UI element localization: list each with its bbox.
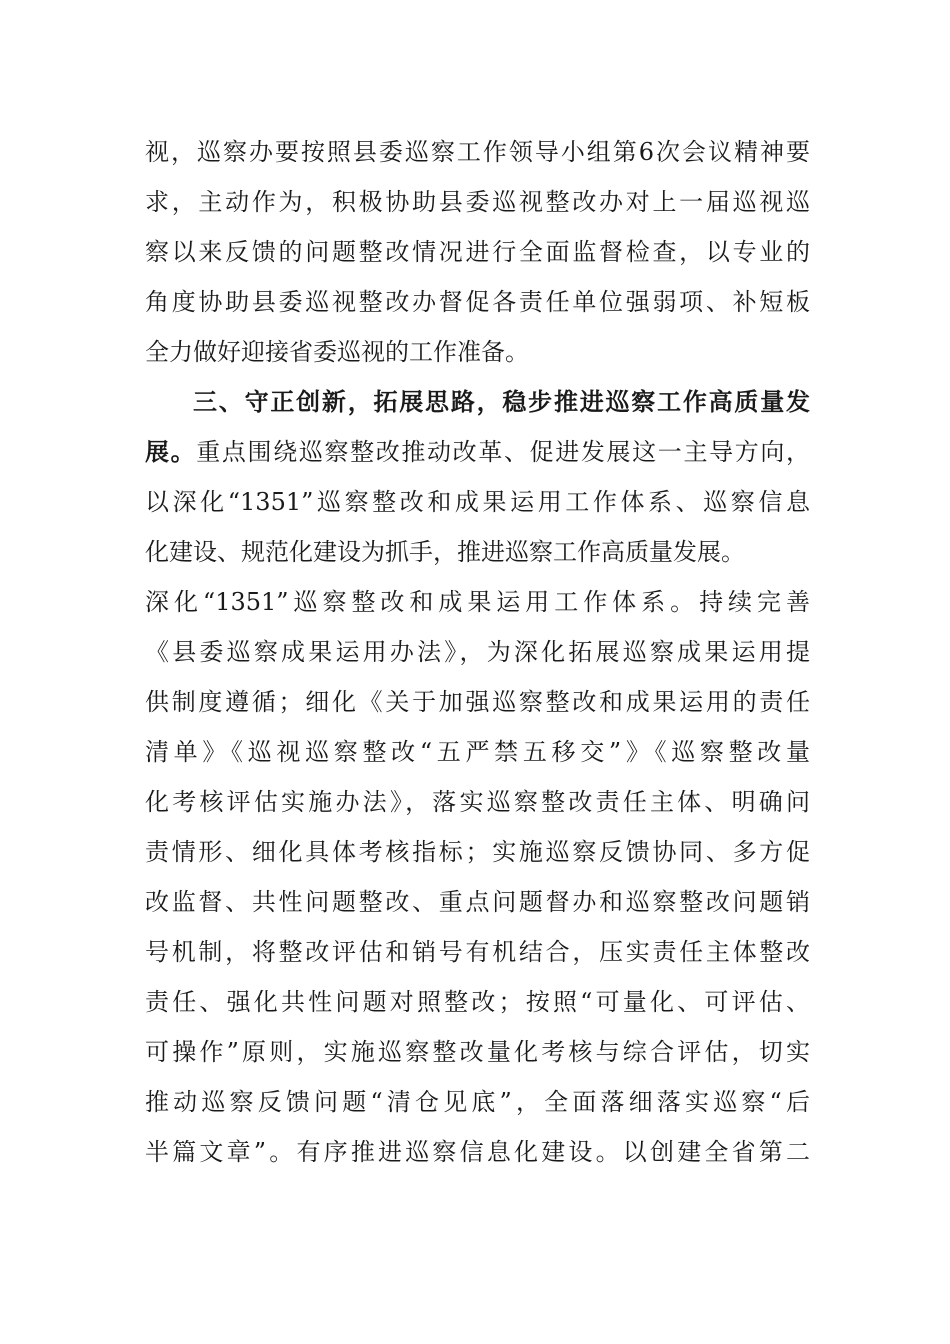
text-line: 以深化“1351”巡察整改和成果运用工作体系、巡察信息 xyxy=(145,488,810,516)
text-line: 视，巡察办要按照县委巡察工作领导小组第6次会议精神要 xyxy=(145,138,810,166)
text-line: 责情形、细化具体考核指标；实施巡察反馈协同、多方促 xyxy=(145,838,810,866)
text-line: 察以来反馈的问题整改情况进行全面监督检查，以专业的 xyxy=(145,238,810,266)
text-line: 推动巡察反馈问题“清仓见底”，全面落细落实巡察“后 xyxy=(145,1088,810,1116)
text-line xyxy=(145,432,810,472)
text-line: 全力做好迎接省委巡视的工作准备。 xyxy=(145,338,529,366)
text-line: 化建设、规范化建设为抓手，推进巡察工作高质量发展。 xyxy=(145,538,745,566)
text-line: 可操作”原则，实施巡察整改量化考核与综合评估，切实 xyxy=(145,1038,810,1066)
section-heading-end: 展。 xyxy=(145,437,197,466)
text-line: 求，主动作为，积极协助县委巡视整改办对上一届巡视巡 xyxy=(145,188,810,216)
text-line: 深化“1351”巡察整改和成果运用工作体系。持续完善 xyxy=(145,588,810,616)
section-heading: 三、守正创新，拓展思路，稳步推进巡察工作高质量发 xyxy=(193,387,810,416)
text-line: 清单》《巡视巡察整改“五严禁五移交”》《巡察整改量 xyxy=(145,738,810,766)
text-line: 半篇文章”。有序推进巡察信息化建设。以创建全省第二 xyxy=(145,1138,810,1166)
text-line: 供制度遵循；细化《关于加强巡察整改和成果运用的责任 xyxy=(145,688,810,716)
text-line: 化考核评估实施办法》，落实巡察整改责任主体、明确问 xyxy=(145,788,810,816)
text-line: 改监督、共性问题整改、重点问题督办和巡察整改问题销 xyxy=(145,888,810,916)
text-line: 《县委巡察成果运用办法》，为深化拓展巡察成果运用提 xyxy=(145,638,810,666)
text-line: 责任、强化共性问题对照整改；按照“可量化、可评估、 xyxy=(145,988,810,1016)
text-line: 号机制，将整改评估和销号有机结合，压实责任主体整改 xyxy=(145,938,810,966)
text-line: 角度协助县委巡视整改办督促各责任单位强弱项、补短板 xyxy=(145,288,810,316)
paragraph-text: 重点围绕巡察整改推动改革、促进发展这一主导方向， xyxy=(196,438,810,466)
